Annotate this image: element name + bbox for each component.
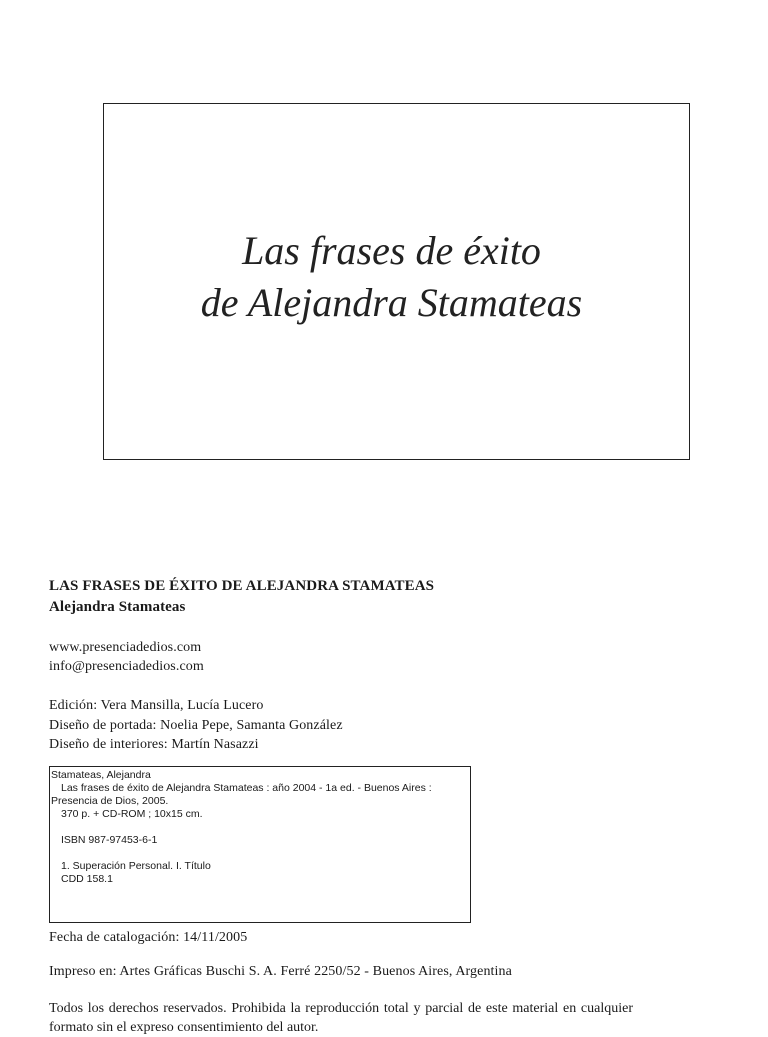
email-link[interactable]: info@presenciadedios.com — [49, 659, 204, 674]
edition-credit: Edición: Vera Mansilla, Lucía Lucero — [49, 698, 264, 713]
catalog-publisher: Presencia de Dios, 2005. — [51, 795, 169, 807]
rights-notice: Todos los derechos reservados. Prohibida la reproducción total y parcial de este material en cualquier formato sin el expreso consentimiento del autor. — [49, 1001, 633, 1035]
catalog-author: Stamateas, Alejandra — [51, 769, 151, 781]
catalog-date: Fecha de catalogación: 14/11/2005 — [49, 930, 248, 945]
website-link[interactable]: www.presenciadedios.com — [49, 640, 202, 655]
cover-title-box — [103, 103, 690, 460]
catalog-title: Las frases de éxito de Alejandra Stamateas : año 2004 - 1a ed. - Buenos Aires : — [61, 782, 432, 794]
author-name: Alejandra Stamateas — [49, 599, 186, 615]
catalog-cdd: CDD 158.1 — [61, 873, 113, 885]
catalog-extent: 370 p. + CD-ROM ; 10x15 cm. — [61, 808, 203, 820]
catalog-subject: 1. Superación Personal. I. Título — [61, 860, 211, 872]
cover-title-line-2: de Alejandra Stamateas — [200, 280, 583, 325]
cover-title-line-1: Las frases de éxito — [242, 228, 541, 273]
catalog-isbn: ISBN 987-97453-6-1 — [61, 834, 158, 846]
cover-design-credit: Diseño de portada: Noelia Pepe, Samanta González — [49, 718, 343, 733]
catalog-record-box — [49, 766, 471, 923]
book-title: LAS FRASES DE ÉXITO DE ALEJANDRA STAMATEAS — [49, 578, 435, 594]
printer-info: Impreso en: Artes Gráficas Buschi S. A. Ferré 2250/52 - Buenos Aires, Argentina — [49, 964, 512, 979]
interior-design-credit: Diseño de interiores: Martín Nasazzi — [49, 737, 259, 752]
